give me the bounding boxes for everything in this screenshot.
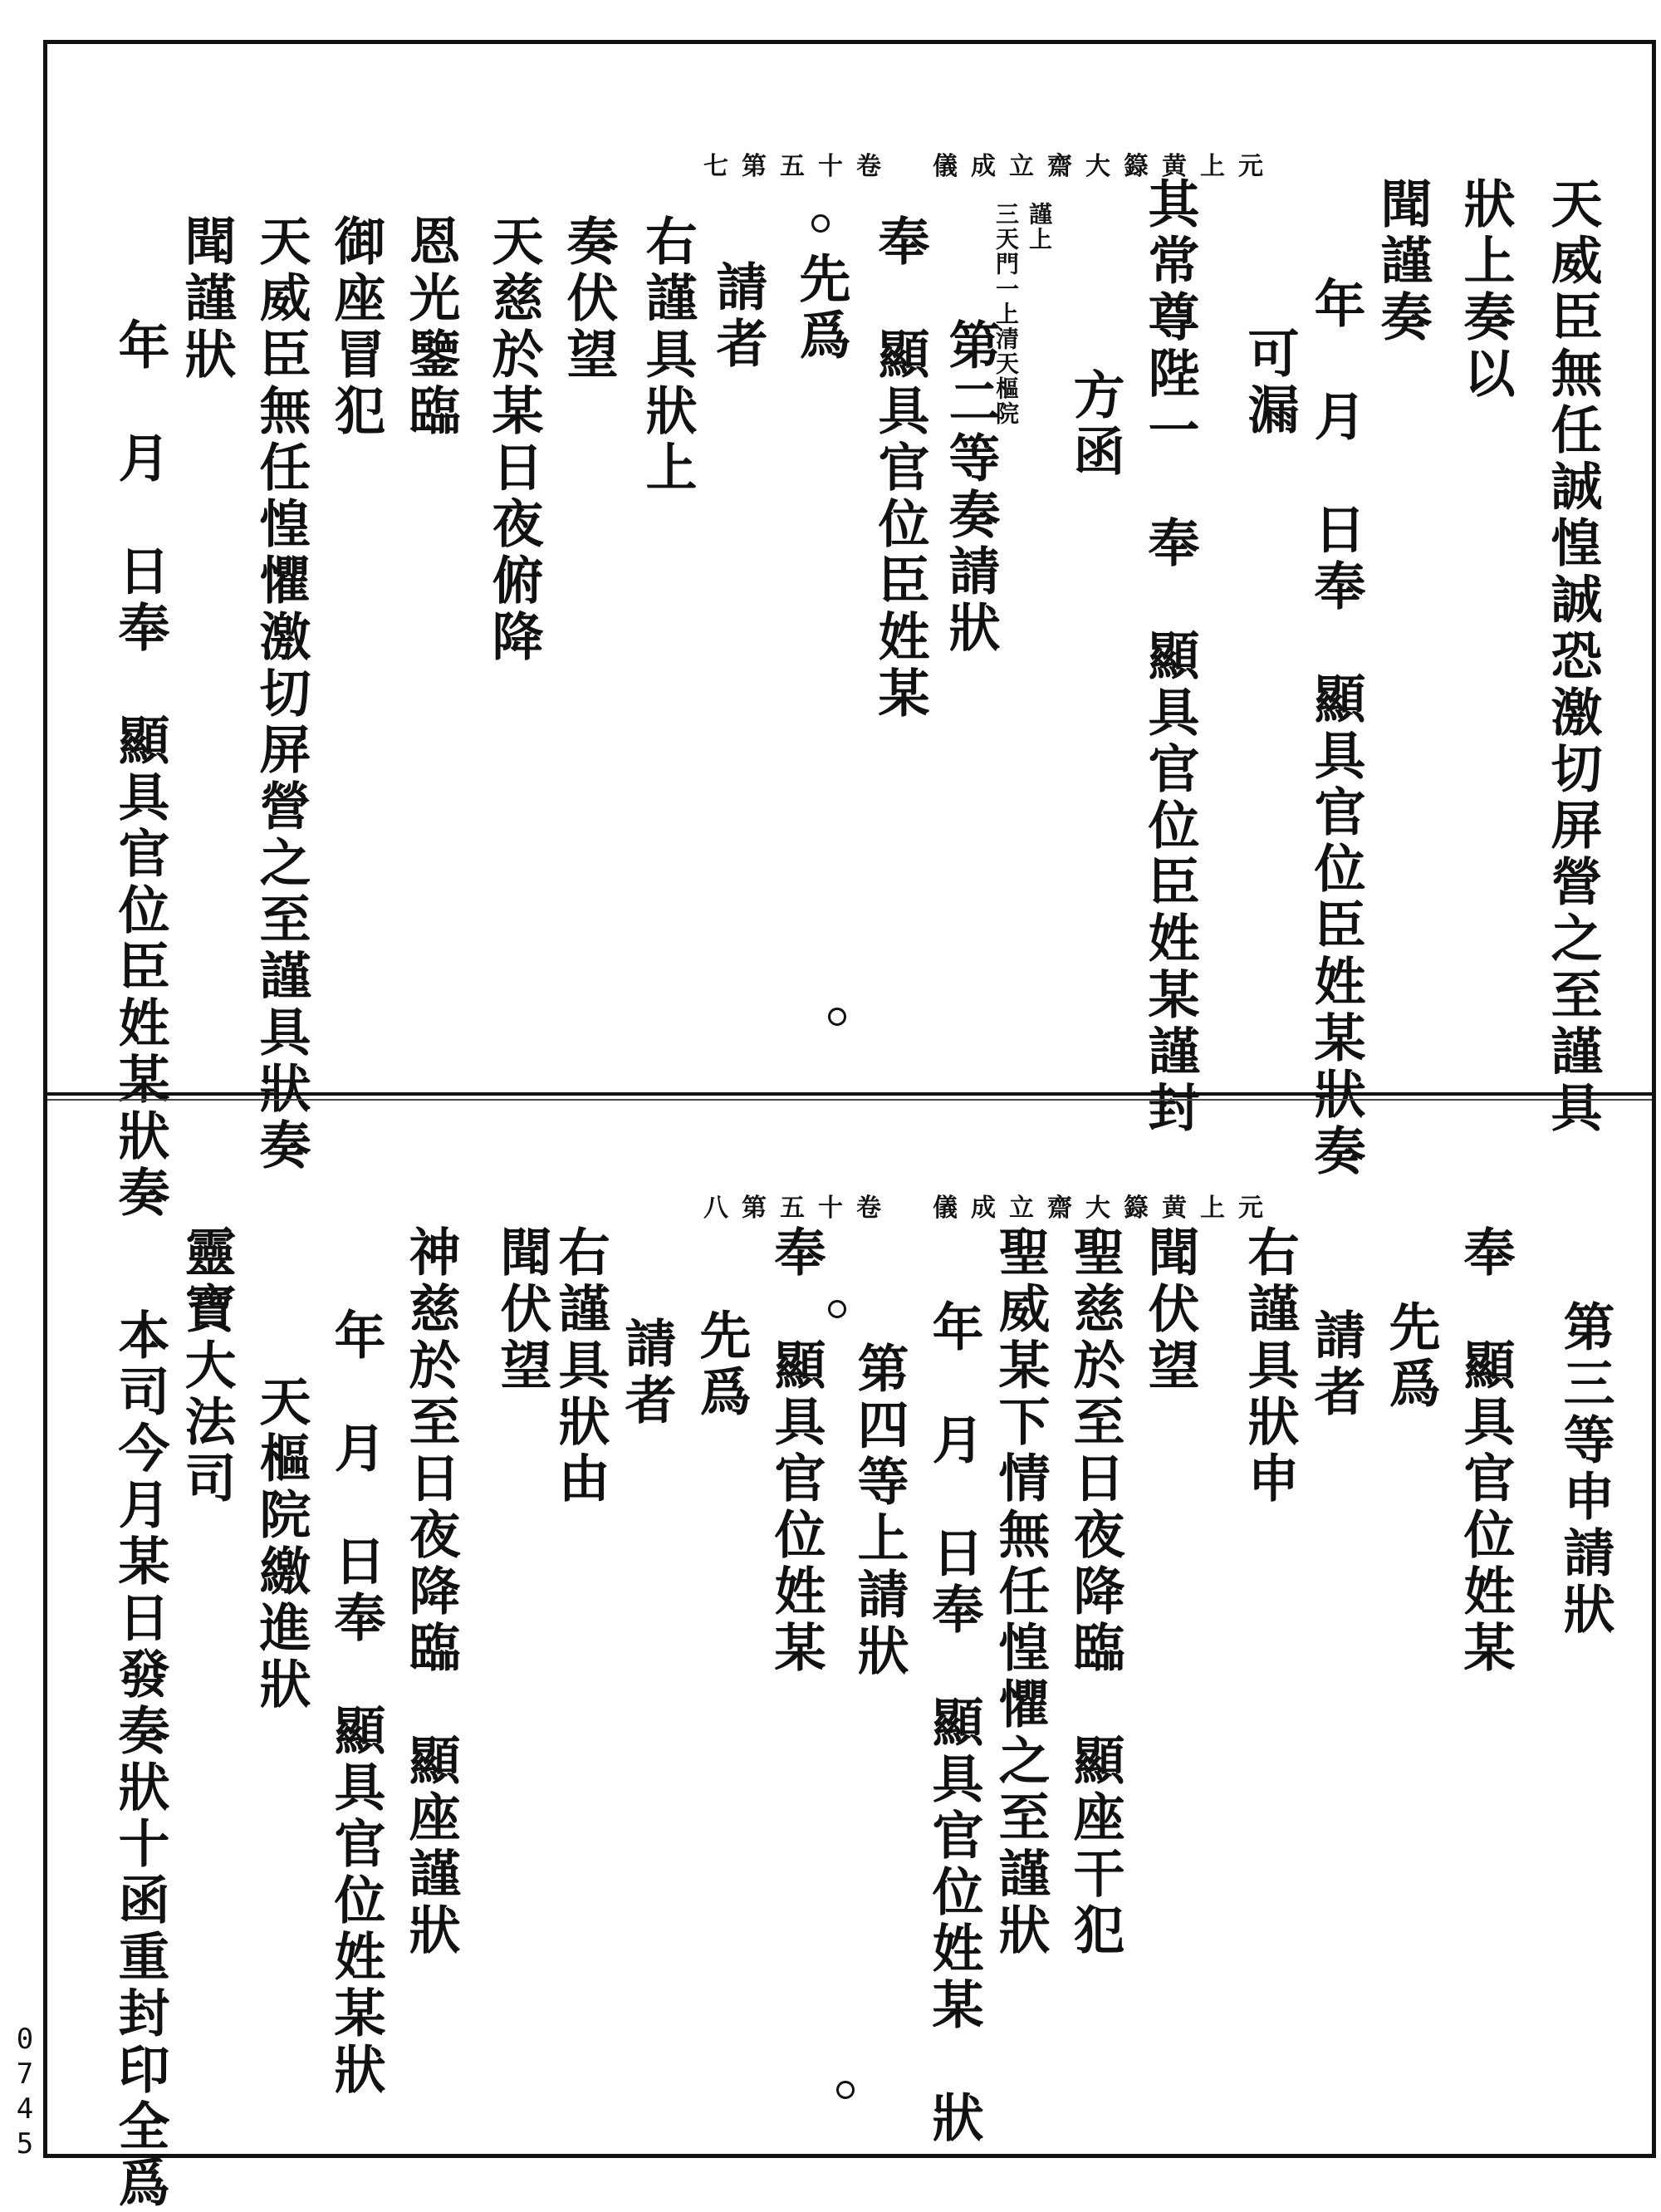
text-column: 聞伏望 bbox=[492, 1225, 552, 1395]
text-column: 第三等申請狀 bbox=[1555, 1300, 1615, 1639]
text-column: 右謹具狀申 bbox=[1239, 1225, 1300, 1508]
text-column: 奉 顯具官位姓某 bbox=[766, 1225, 826, 1677]
text-column: 天威臣無任惶懼激切屏營之至謹具狀奏 bbox=[251, 214, 311, 1175]
bottom-panel bbox=[47, 1101, 1652, 2212]
text-column: 聖慈於至日夜降臨 顯座干犯 bbox=[1065, 1225, 1125, 1959]
text-column: 聞謹奏 bbox=[1372, 177, 1433, 346]
page-header-top: 元上黄籙大齋立成儀 卷十五第七 bbox=[703, 152, 1276, 181]
text-column-small: 謹上 bbox=[1026, 202, 1053, 252]
text-column: 聖威某下情無任惶懼之至謹狀 bbox=[990, 1225, 1051, 1959]
text-column: 第四等上請狀 bbox=[849, 1341, 909, 1680]
text-column: 請者 bbox=[1306, 1308, 1366, 1421]
text-column: 第二等奏請狀 bbox=[940, 318, 1001, 657]
text-column: 其常尊陛一 奉 顯具官位臣姓某謹封 bbox=[1139, 177, 1200, 1137]
text-column: 聞伏望 bbox=[1139, 1225, 1200, 1395]
text-column: 天慈於某日夜俯降 bbox=[483, 214, 544, 666]
text-column: 右謹具狀上 bbox=[637, 214, 698, 497]
text-column: 狀上奏以 bbox=[1455, 177, 1516, 403]
text-column: 先爲 bbox=[1380, 1300, 1441, 1413]
text-column-small: 三天門一上清天樞院 bbox=[992, 202, 1020, 426]
text-column: 請者 bbox=[708, 260, 768, 373]
text-column: 天樞院繳進狀 bbox=[251, 1375, 311, 1714]
text-column: 天威臣無任誠惶誠恐激切屏營之至謹具 bbox=[1542, 177, 1603, 1137]
text-column: 右謹具狀由 bbox=[550, 1225, 610, 1508]
text-column: 神慈於至日夜降臨 顯座謹狀 bbox=[400, 1225, 461, 1959]
text-column: 靈寶大法司 bbox=[176, 1225, 237, 1508]
page-frame bbox=[43, 40, 1656, 2212]
text-column: 奉 顯具官位臣姓某 bbox=[870, 214, 930, 723]
text-column: 可漏 bbox=[1239, 326, 1300, 439]
text-column: 奏伏望 bbox=[558, 214, 619, 384]
text-column: 本司今月某日發奏狀十函重封印全爲 bbox=[110, 1308, 170, 2212]
text-column: 請者 bbox=[616, 1317, 677, 1430]
text-column: 年 月 日奉 顯具官位臣姓某狀奏 bbox=[110, 318, 170, 1222]
text-column: 御座冒犯 bbox=[326, 214, 386, 440]
circle-marker bbox=[836, 2081, 855, 2099]
text-column: 先爲 bbox=[691, 1308, 752, 1421]
text-column: 年 月 日奉 顯具官位臣姓某狀奏 bbox=[1306, 277, 1366, 1180]
circle-marker bbox=[811, 214, 830, 233]
page-number: 0745 bbox=[8, 2023, 42, 2162]
page-header-bottom: 元上黄籙大齋立成儀 卷十五第八 bbox=[703, 1194, 1276, 1223]
panel-divider bbox=[47, 1092, 1652, 1096]
text-column: 聞謹狀 bbox=[176, 214, 237, 384]
text-column: 年 月 日奉 顯具官位姓某狀 bbox=[326, 1308, 386, 2099]
text-column: 恩光鑒臨 bbox=[400, 214, 461, 440]
text-column: 年 月 日奉 顯具官位姓某 狀 bbox=[924, 1300, 984, 2147]
text-column: 奉 顯具官位姓某 bbox=[1455, 1225, 1516, 1677]
circle-marker bbox=[828, 1008, 846, 1026]
text-column: 方函 bbox=[1065, 368, 1125, 481]
circle-marker bbox=[828, 1300, 846, 1318]
text-column: 先爲 bbox=[791, 252, 851, 365]
